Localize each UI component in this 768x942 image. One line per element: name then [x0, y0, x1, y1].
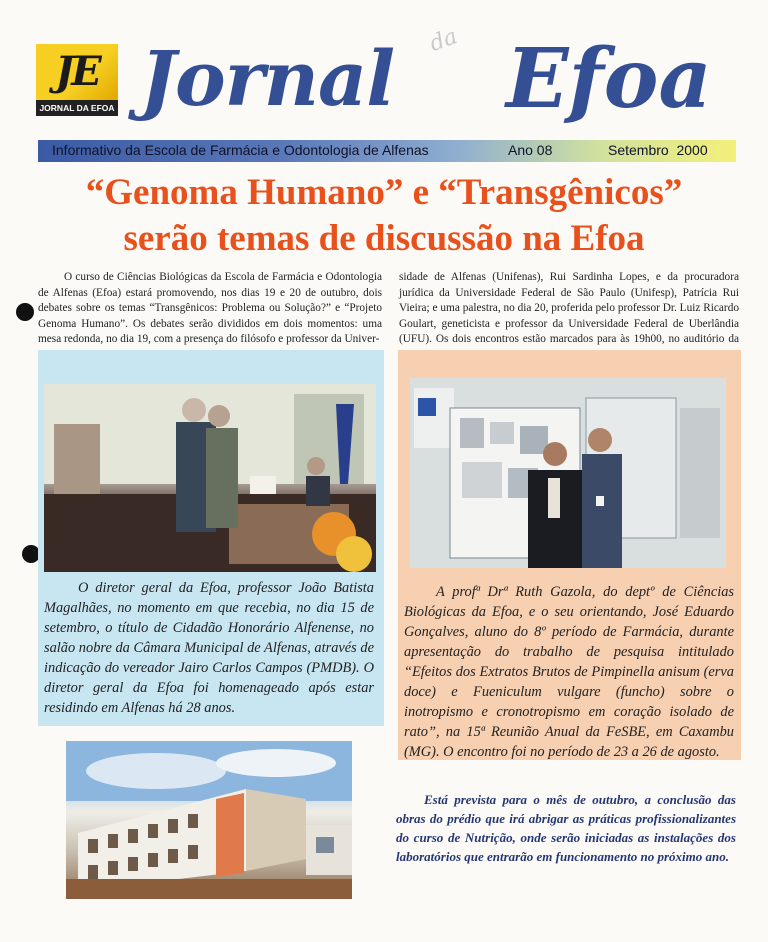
headline-line-1: “Genoma Humano” e “Transgênicos”: [85, 172, 683, 213]
issue-date: Setembro 2000: [608, 142, 708, 158]
building-photo: [66, 741, 352, 899]
masthead-title: [140, 24, 740, 134]
masthead-word-efoa: Efoa: [506, 31, 712, 127]
masthead-word-da: da: [426, 24, 461, 57]
newspaper-logo: [36, 44, 118, 116]
issue-year: Ano 08: [508, 142, 553, 158]
photo-caption-right: A profª Drª Ruth Gazola, do deptº de Ciências Biológicas da Efoa, e o seu orientando, José Eduardo Gonçalves, aluno do 8º período de Farmácia, durante apresentação do trabalho de pesquisa intitulado “Efeitos dos Extratos Brutos de Pimpinella anisum (erva doce) e Fueniculum vulgare (funcho) sobre o inotropismo e cronotropismo em coração isolado de rato”, na 15ª Reunião Anual da FeSBE, em Caxambu (MG). O encontro foi no período de 23 a 26 de agosto.: [404, 584, 734, 760]
logo-letters: JE: [36, 44, 118, 100]
poster-session-photo: [410, 378, 726, 568]
article-column-1: O curso de Ciências Biológicas da Escola de Farmácia e Odontologia de Alfenas (Efoa) estará promovendo, nos dias 19 e 20 de outubro, dois debates sobre os temas “Transgênicos: Problema ou Solução?” e “Projeto Genoma Humano”. Os debates serão divididos em dois momentos: uma mesa redonda, no dia 19, com a presença do filósofo e professor da Univer-: [38, 271, 382, 346]
publication-subtitle: Informativo da Escola de Farmácia e Odontologia de Alfenas: [52, 142, 429, 158]
nutrition-building-note: Está prevista para o mês de outubro, a conclusão das obras do prédio que irá abrigar as práticas profissionalizantes do curso de Nutrição, onde serão iniciadas as instalações dos laboratórios que entrarão em funcionamento no próximo ano.: [396, 792, 736, 864]
masthead-word-jornal: Jornal: [140, 34, 395, 123]
info-bar: [38, 140, 736, 162]
main-headline: [20, 170, 748, 262]
logo-name: JORNAL DA EFOA: [39, 103, 115, 113]
photo-caption-left: O diretor geral da Efoa, professor João Batista Magalhães, no momento em que recebia, no dia 15 de setembro, o título de Cidadão Honorário Alfenense, no salão nobre da Câmara Municipal de Alfenas, através de indicação do vereador Jairo Carlos Campos (PMDB). O diretor geral da Efoa foi homenageado após estar residindo em Alfenas há 28 anos.: [44, 580, 374, 716]
headline-line-2: serão temas de discussão na Efoa: [123, 218, 645, 259]
article-column-2: sidade de Alfenas (Unifenas), Rui Sardinha Lopes, e da procuradora jurídica da Universidade Federal de São Paulo (Unifesp), Patrícia Rui Vieira; e uma palestra, no dia 20, proferida pelo professor Dr. Luiz Ricardo Goulart, geneticista e professor da Universidade Federal de Uberlândia (UFU). Os dois encontros estão marcados para às 19h00, no auditório da: [399, 271, 739, 346]
binder-hole: [16, 303, 34, 321]
ceremony-photo: [44, 384, 376, 572]
